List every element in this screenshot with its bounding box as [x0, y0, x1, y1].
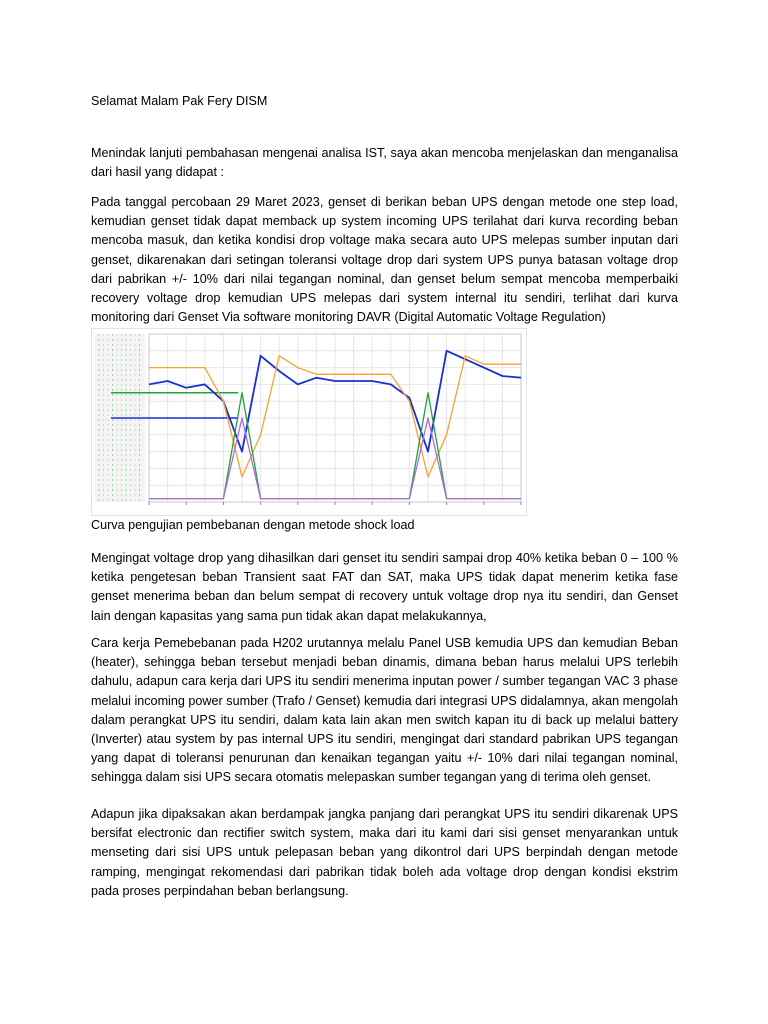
- chart-frame: [91, 328, 527, 516]
- paragraph-working-principle: Cara kerja Pemebebanan pada H202 urutannya melalu Panel USB kemudia UPS dan kemudian Beban (heater), sehingga beban tersebut menjadi beban dinamis, dimana beban harus melalui UPS terlebih dahulu, adapun cara kerja dari UPS itu sendiri menerima inputan power / sumber tegangan VAC 3 phase melalui incoming power sumber (Trafo / Genset) kemudia dari integrasi UPS didalamnya, akan mengolah dalam perangkat UPS itu sendiri, dalam kata lain akan men switch kapan itu di back up melalui battery (Inverter) atau system by pas internal UPS itu sendiri, mengingat dari standard pabrikan UPS tegangan yang dapat di toleransi penurunan dan kenaikan tegangan yaitu +/- 10% dari nilai tegangan nominal, sehingga dalam sisi UPS secara otomatis melepaskan sumber tegangan yang di terima oleh genset.: [91, 636, 678, 785]
- chart-svg: [91, 328, 527, 516]
- intro-paragraph: Menindak lanjuti pembahasan mengenai analisa IST, saya akan mencoba menjelaskan dan menganalisa dari hasil yang didapat :: [91, 146, 678, 180]
- chart-caption: Curva pengujian pembebanan dengan metode shock load: [91, 518, 415, 532]
- shock-load-chart: [91, 328, 527, 516]
- paragraph-test-date: Pada tanggal percobaan 29 Maret 2023, genset di berikan beban UPS dengan metode one step load, kemudian genset tidak dapat memback up system incoming UPS terilahat dari kurva recording beban mencoba masuk, dan ketika kondisi drop voltage maka secara auto UPS melepas sumber inputan dari genset, dikarenakan dari setingan toleransi voltage drop dari system UPS punya batasan voltage drop dari pabrikan +/- 10% dari nilai tegangan nominal, dan genset belum sempat mencoba memperbaiki recovery voltage drop kemudian UPS melepas dari system internal itu sendiri, terlihat dari kurva monitoring dari Genset Via software monitoring DAVR (Digital Automatic Voltage Regulation): [91, 195, 678, 325]
- paragraph-recommendation: Adapun jika dipaksakan akan berdampak jangka panjang dari perangkat UPS itu sendiri dikarenak UPS bersifat electronic dan rectifier switch system, maka dari itu kami dari sisi genset menyarankan untuk menseting dari sisi UPS untuk pelepasan beban yang dikontrol dari UPS berpindah dengan metode ramping, mengingat rekomendasi dari pabrikan tidak boleh ada voltage drop dengan kondisi ekstrim pada proses perpindahan beban berlangsung.: [91, 807, 678, 898]
- paragraph-voltage-drop: Mengingat voltage drop yang dihasilkan dari genset itu sendiri sampai drop 40% ketika beban 0 – 100 % ketika pengetesan beban Transient saat FAT dan SAT, maka UPS tidak dapat menerim ketika fase genset menerima beban dan belum sempat di recovery untuk voltage drop nya itu sendiri, dan Genset lain dengan kapasitas yang sama pun tidak akan dapat melakukannya,: [91, 551, 678, 623]
- greeting: Selamat Malam Pak Fery DISM: [91, 94, 268, 108]
